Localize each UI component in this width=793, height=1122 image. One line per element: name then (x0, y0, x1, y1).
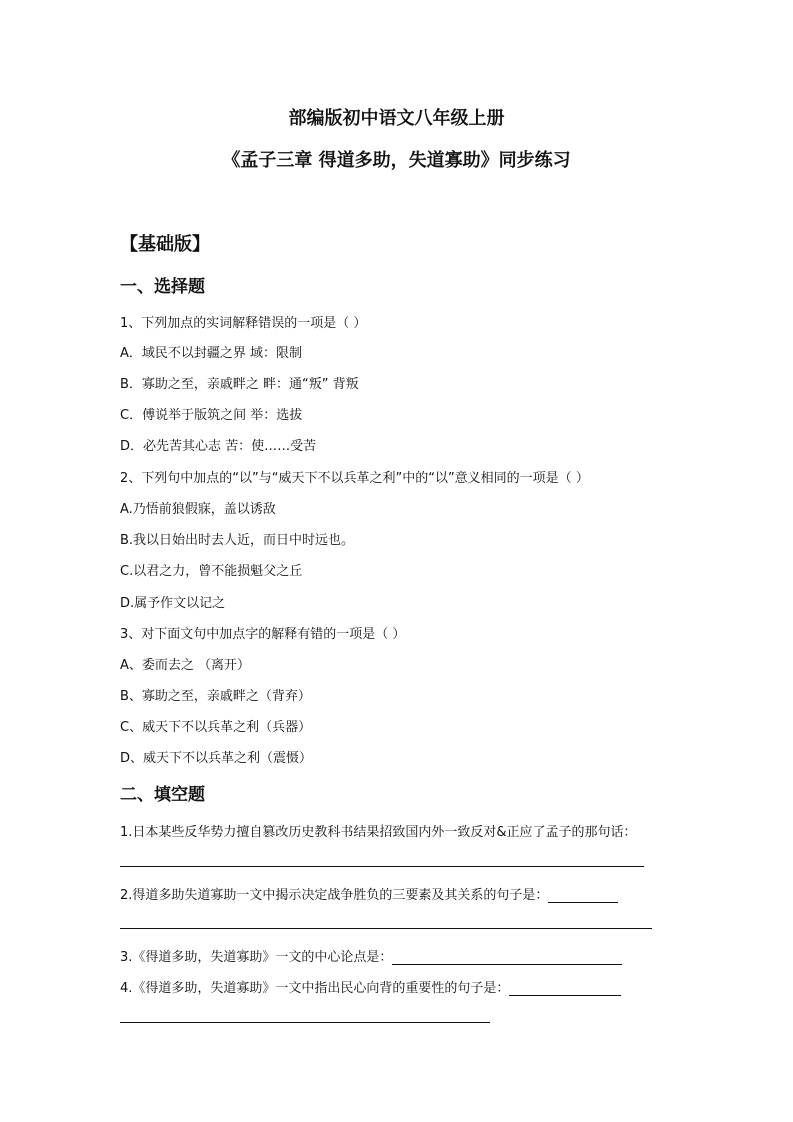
fill-2-row (120, 884, 618, 903)
question-3-option-c: C、威天下不以兵革之利（兵器） (120, 720, 312, 735)
question-3-option-d: D、威天下不以兵革之利（震慑） (120, 751, 313, 766)
question-1-stem: 1、下列加点的实词解释错误的一项是（ ） (120, 316, 367, 331)
fill-4-prompt: 4.《得道多助，失道寡助》一文中指出民心向背的重要性的句子是： (120, 981, 510, 996)
fill-1-answer-line[interactable] (120, 866, 644, 867)
section-heading-fill: 二、填空题 (120, 785, 205, 805)
fill-1-prompt: 1.日本某些反华势力擅自篡改历史教科书结果招致国内外一致反对&正应了孟子的那句话： (120, 825, 637, 840)
question-3-option-b: B、寡助之至，亲戚畔之（背弃） (120, 689, 311, 704)
question-3-option-a: A、委而去之 （离开） (120, 658, 251, 673)
fill-3-row (120, 946, 622, 965)
question-1-option-a: A．域民不以封疆之界 域：限制 (120, 346, 303, 361)
question-2-option-b: B.我以日始出时去人近，而日中时远也。 (120, 533, 355, 548)
question-1-option-b: B．寡助之至，亲戚畔之 畔：通“叛” 背叛 (120, 377, 359, 392)
fill-2-answer-line[interactable] (120, 928, 652, 929)
question-1-option-c: C．傅说举于版筑之间 举：选拔 (120, 408, 303, 423)
edition-label: 【基础版】 (120, 234, 210, 255)
question-2-option-d: D.属予作文以记之 (120, 596, 226, 611)
question-2-option-a: A.乃悟前狼假寐，盖以诱敌 (120, 502, 276, 517)
fill-2-prompt: 2.得道多助失道寡助一文中揭示决定战争胜负的三要素及其关系的句子是： (120, 888, 549, 903)
fill-2-answer-blank[interactable] (548, 888, 618, 903)
document-title: 部编版初中语文八年级上册 (288, 108, 505, 129)
fill-4-row (120, 977, 621, 996)
fill-4-answer-blank[interactable] (509, 981, 621, 996)
document-subtitle: 《孟子三章 得道多助，失道寡助》同步练习 (222, 150, 571, 171)
fill-4-answer-line[interactable] (120, 1022, 490, 1023)
question-2-stem: 2、下列句中加点的“以”与“威天下不以兵革之利”中的“以”意义相同的一项是（ ） (120, 471, 589, 486)
section-heading-choice: 一、选择题 (120, 277, 205, 297)
fill-3-prompt: 3.《得道多助，失道寡助》一文的中心论点是： (120, 950, 393, 965)
fill-3-answer-blank[interactable] (392, 950, 622, 965)
question-2-option-c: C.以君之力，曾不能损魁父之丘 (120, 564, 303, 579)
question-1-option-d: D．必先苦其心志 苦：使……受苦 (120, 439, 317, 454)
question-3-stem: 3、对下面文句中加点字的解释有错的一项是（ ） (120, 627, 406, 642)
